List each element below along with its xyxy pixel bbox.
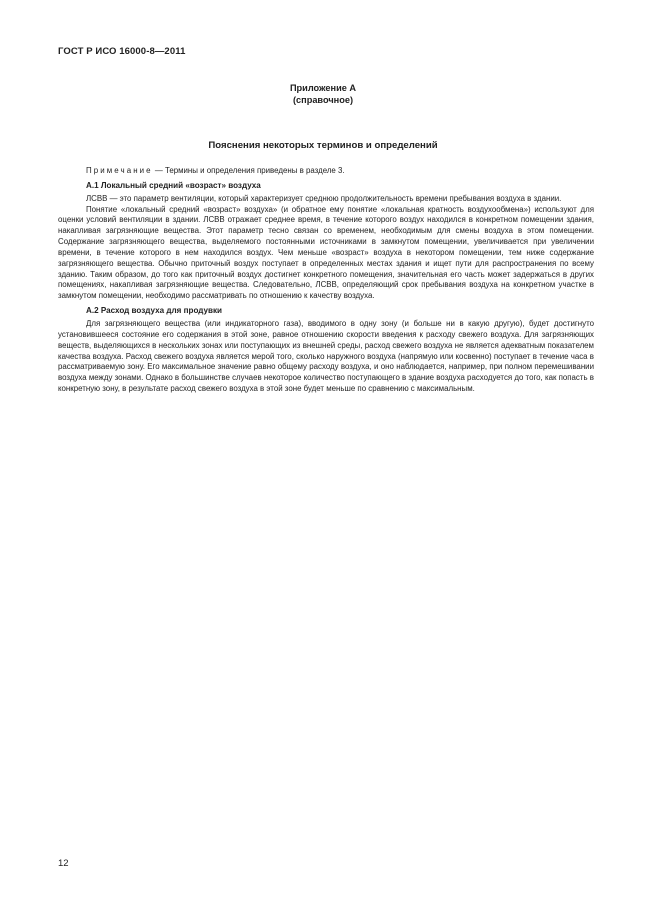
- appendix-heading: [0, 82, 646, 106]
- body-text: [58, 166, 594, 395]
- section-a2-heading: А.2 Расход воздуха для продувки: [86, 306, 223, 316]
- note-label: Примечание: [86, 166, 153, 175]
- page-number: 12: [58, 858, 69, 869]
- standard-header: ГОСТ Р ИСО 16000-8—2011: [58, 46, 186, 57]
- appendix-title: Приложение А: [289, 83, 357, 93]
- appendix-status: (справочное): [292, 95, 353, 105]
- note: [58, 166, 594, 177]
- section-title: Пояснения некоторых терминов и определений: [208, 140, 438, 151]
- section-a1-paragraph: Понятие «локальный средний «возраст» воздуха» (и обратное ему понятие «локальная кратность воздухообмена») используют для оценки условий вентиляции в здании. ЛСВВ отражает среднее время, в течение которого воздух находился в конкретном помещении здания, накапливая загрязняющие вещества. Этот параметр тесно связан со временем, необходимым для смены воздуха в этом помещении. Содержание загрязняющего вещества, выделяемого постоянными источниками в замкнутом помещении, увеличивается при увеличении времени, в течение которого в нем находился воздух. Чем меньше «возраст» воздуха в некотором помещении, тем ниже содержание загрязняющего вещества. Обычно приточный воздух поступает в определенных местах здания и ищет пути для распространения по всему зданию. Таким образом, до того как приточный воздух достигнет конкретного помещения, значительная его часть может задержаться в других помещениях, накапливая загрязняющие вещества. Следовательно, ЛСВВ, определяющий срок пребывания воздуха на конкретном участке в замкнутом помещении, необходимо рассматривать по отношению к качеству воздуха.: [58, 204, 594, 301]
- note-text: — Термины и определения приведены в разделе 3.: [152, 166, 345, 175]
- section-a2-paragraph: Для загрязняющего вещества (или индикаторного газа), вводимого в одну зону (и больше ни в какую другую), будет достигнуто установившееся состояние его содержания в этой зоне, равное отношению скорости введения к расходу свежего воздуха. Для загрязняющих веществ, выделяющихся в нескольких зонах или поступающих из внешней среды, расход свежего воздуха не является адекватным показателем качества воздуха. Расход свежего воздуха является мерой того, сколько наружного воздуха (напрямую или косвенно) поступает в течение часа в рассматриваемую зону. Его максимальное значение равно общему расходу воздуха, и оно наблюдается, например, при полном перемешивании воздуха между зонами. Однако в большинстве случаев некоторое количество поступающего в здание воздуха расходуется до того, как попасть в конкретную зону, в результате расход свежего воздуха в этой зоне будет меньше по сравнению с максимальным.: [58, 318, 594, 394]
- section-a1-paragraph: ЛСВВ — это параметр вентиляции, который характеризует среднюю продолжительность времени пребывания воздуха в здании.: [86, 193, 562, 203]
- section-a1-heading: А.1 Локальный средний «возраст» воздуха: [86, 180, 261, 190]
